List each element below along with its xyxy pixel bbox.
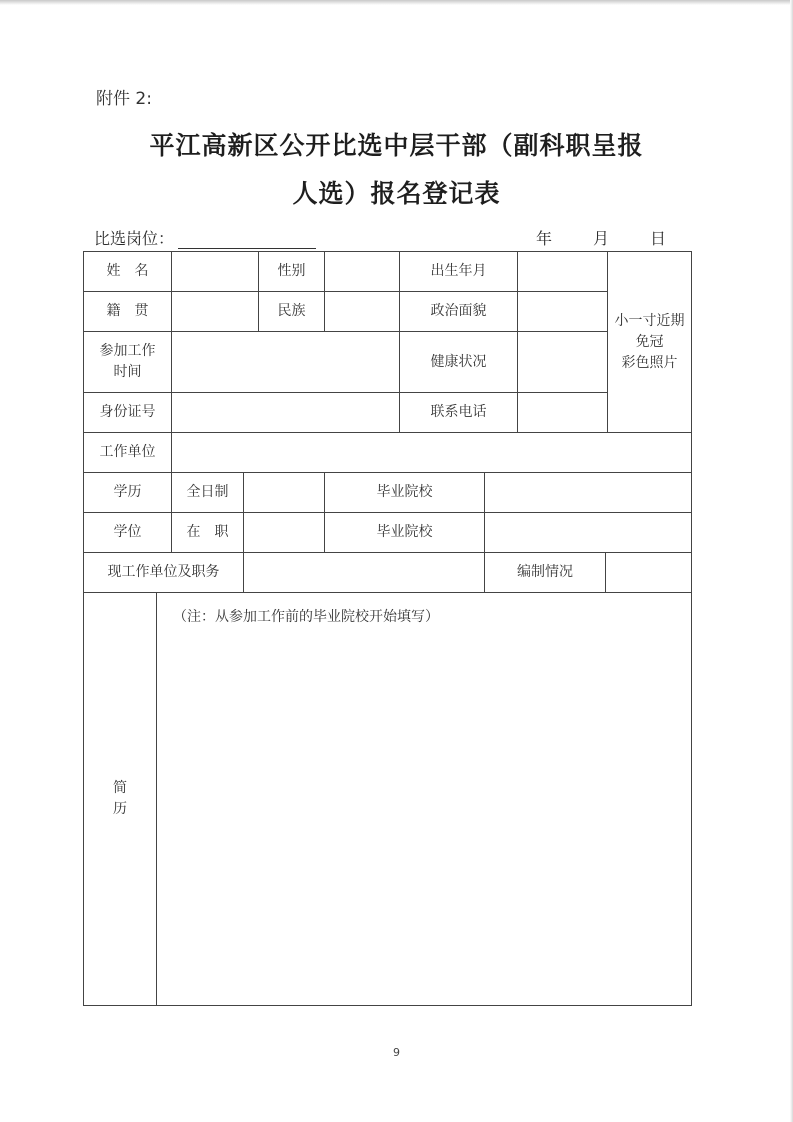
current-position-label: 现工作单位及职务	[84, 553, 244, 593]
staffing-field[interactable]	[606, 553, 692, 593]
staffing-label: 编制情况	[485, 553, 606, 593]
gender-label: 性别	[259, 252, 325, 292]
resume-label-char-2: 历	[113, 801, 127, 817]
id-number-label: 身份证号	[84, 393, 172, 433]
gender-field[interactable]	[325, 252, 400, 292]
birth-label: 出生年月	[400, 252, 518, 292]
employer-field[interactable]	[172, 433, 692, 473]
photo-area[interactable]	[608, 252, 692, 433]
resume-label	[84, 593, 157, 1006]
graduated-school-field-2[interactable]	[485, 513, 692, 553]
work-start-label-line-1: 参加工作	[99, 343, 156, 359]
id-number-field[interactable]	[172, 393, 400, 433]
political-status-label: 政治面貌	[400, 292, 518, 332]
graduated-school-label-2: 毕业院校	[325, 513, 485, 553]
graduated-school-label-1: 毕业院校	[325, 473, 485, 513]
date-line	[536, 226, 666, 249]
resume-field[interactable]	[157, 593, 692, 1006]
work-start-field[interactable]	[172, 332, 400, 393]
page-number: 9	[393, 1046, 400, 1059]
form-title-line-2: 人选）报名登记表	[292, 179, 501, 208]
month-label: 月	[593, 229, 610, 248]
resume-note: （注：从参加工作前的毕业院校开始填写）	[173, 609, 439, 625]
resume-label-char-1: 简	[113, 780, 127, 796]
phone-label: 联系电话	[400, 393, 518, 433]
form-title-line-1: 平江高新区公开比选中层干部（副科职呈报	[149, 131, 644, 160]
native-place-field[interactable]	[172, 292, 259, 332]
attachment-label: 附件 2:	[96, 89, 152, 109]
day-label: 日	[650, 229, 667, 248]
registration-form-table	[83, 251, 692, 1006]
name-label: 姓 名	[84, 252, 172, 292]
health-label: 健康状况	[400, 332, 518, 393]
name-field[interactable]	[172, 252, 259, 292]
work-start-label-line-2: 时间	[113, 364, 142, 380]
native-place-label: 籍 贯	[84, 292, 172, 332]
work-start-label	[84, 332, 172, 393]
birth-field[interactable]	[518, 252, 608, 292]
full-time-field[interactable]	[244, 473, 325, 513]
health-field[interactable]	[518, 332, 608, 393]
year-label: 年	[536, 229, 553, 248]
post-line	[94, 226, 316, 249]
ethnicity-label: 民族	[259, 292, 325, 332]
full-time-label: 全日制	[172, 473, 244, 513]
ethnicity-field[interactable]	[325, 292, 400, 332]
employer-label: 工作单位	[84, 433, 172, 473]
photo-hint-line-2: 彩色照片	[621, 354, 678, 371]
scan-edge-top	[0, 0, 793, 5]
in-service-label: 在 职	[172, 513, 244, 553]
political-status-field[interactable]	[518, 292, 608, 332]
current-position-field[interactable]	[244, 553, 485, 593]
post-label: 比选岗位：	[94, 229, 175, 248]
education-label: 学历	[84, 473, 172, 513]
graduated-school-field-1[interactable]	[485, 473, 692, 513]
phone-field[interactable]	[518, 393, 608, 433]
photo-hint-line-1: 小一寸近期免冠	[614, 312, 685, 350]
degree-label: 学位	[84, 513, 172, 553]
in-service-field[interactable]	[244, 513, 325, 553]
post-blank-field[interactable]	[178, 232, 316, 249]
